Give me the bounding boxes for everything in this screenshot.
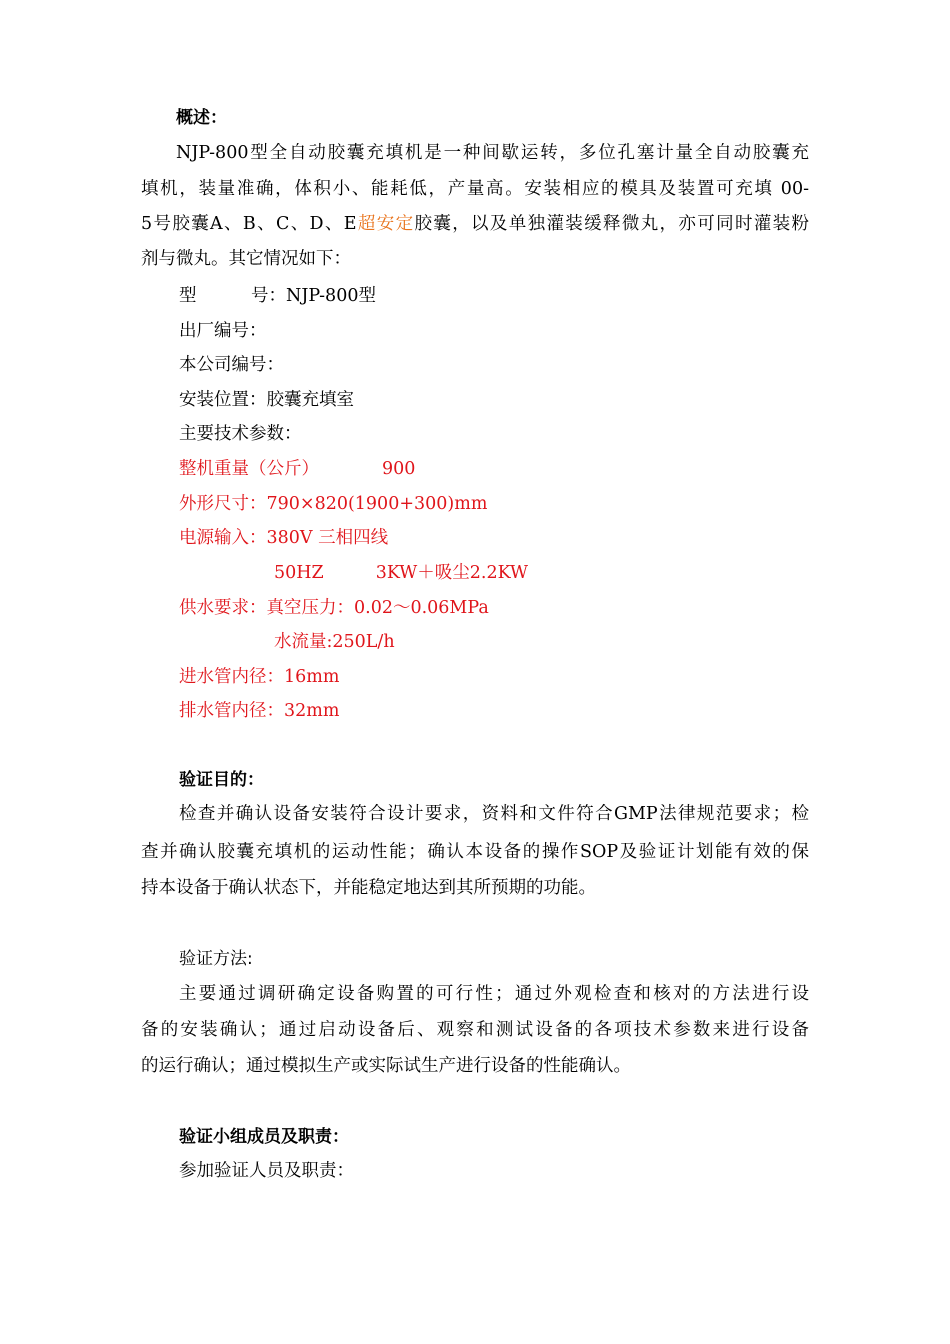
- purpose-heading: 验证目的：: [179, 770, 264, 790]
- spec-water-vacuum: 真空压力：0.02～0.06MPa: [266, 598, 489, 618]
- model-label-a: 型: [179, 286, 197, 306]
- overview-line-3-after: 胶囊，以及单独灌装缓释微丸，亦可同时灌装粉: [414, 214, 810, 234]
- method-line-3: 的运行确认；通过模拟生产或实际试生产进行设备的性能确认。: [141, 1056, 631, 1076]
- spec-water-flow: 水流量:250L/h: [274, 632, 395, 652]
- spec-power-label: 电源输入：: [179, 528, 267, 548]
- purpose-line-1: 检查并确认设备安装符合设计要求，资料和文件符合GMP法律规范要求；检: [179, 804, 809, 824]
- company-no-label: 本公司编号：: [179, 355, 284, 375]
- overview-line-4: 剂与微丸。其它情况如下：: [141, 249, 351, 269]
- method-line-1: 主要通过调研确定设备购置的可行性；通过外观检查和核对的方法进行设: [179, 984, 809, 1004]
- model-row: [179, 284, 376, 308]
- overview-heading: 概述：: [176, 108, 227, 128]
- spec-size: 外形尺寸：790×820(1900+300)mm: [179, 494, 488, 514]
- method-line-2: 备的安装确认；通过启动设备后、观察和测试设备的各项技术参数来进行设备: [141, 1020, 809, 1040]
- spec-power-value: 380V 三相四线: [266, 528, 389, 548]
- highlight-text: 超安定: [356, 214, 415, 234]
- spec-power: [179, 526, 388, 550]
- purpose-line-3: 持本设备于确认状态下，并能稳定地达到其所预期的功能。: [141, 878, 596, 898]
- overview-line-3-before: 5号胶囊A、B、C、D、E: [141, 214, 357, 234]
- purpose-line-2: 查并确认胶囊充填机的运动性能；确认本设备的操作SOP及验证计划能有效的保: [141, 842, 809, 862]
- model-label-b: 号：: [251, 286, 286, 306]
- serial-label: 出厂编号：: [179, 321, 267, 341]
- overview-line-1: NJP-800型全自动胶囊充填机是一种间歇运转，多位孔塞计量全自动胶囊充: [176, 143, 809, 163]
- spec-drain: 排水管内径：32mm: [179, 701, 340, 721]
- method-heading: 验证方法:: [179, 949, 253, 969]
- spec-power-2: [274, 561, 528, 585]
- spec-weight-value: 900: [382, 459, 416, 479]
- spec-weight-label: 整机重量（公斤）: [179, 459, 319, 479]
- spec-water: [179, 596, 489, 620]
- spec-inlet: 进水管内径：16mm: [179, 667, 340, 687]
- team-heading: 验证小组成员及职责：: [179, 1127, 349, 1147]
- params-heading: 主要技术参数：: [179, 424, 302, 444]
- overview-line-2: 填机，装量准确，体积小、能耗低，产量高。安装相应的模具及装置可充填 00-: [141, 179, 809, 199]
- overview-line-3: [141, 212, 809, 236]
- install-location: 安装位置：胶囊充填室: [179, 390, 354, 410]
- spec-power-hz: 50HZ: [274, 563, 324, 583]
- spec-weight: [179, 457, 415, 481]
- spec-water-label: 供水要求：: [179, 598, 267, 618]
- spec-power-kw: 3KW＋吸尘2.2KW: [375, 563, 529, 583]
- model-value: NJP-800型: [286, 286, 376, 306]
- team-sub: 参加验证人员及职责：: [179, 1161, 354, 1181]
